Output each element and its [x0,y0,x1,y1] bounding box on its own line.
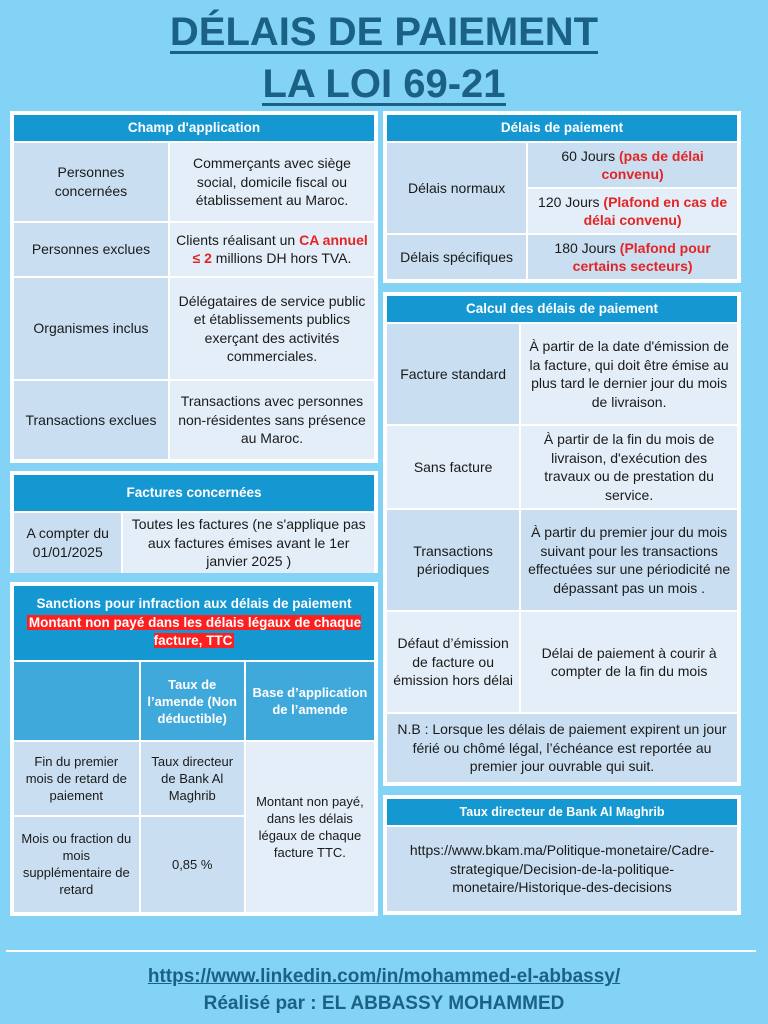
sanctions-header: Sanctions pour infraction aux délais de paiement Montant non payé dans les délais légaux de chaque facture, TTC [14,586,374,660]
champ-value: Délégataires de service public et établissements publics exerçant des activités commerciales. [170,278,374,380]
taux-directeur-table [383,795,741,915]
champ-label: Organismes inclus [14,278,168,380]
champ-application-table [10,111,378,463]
calcul-label: Transactions périodiques [387,510,519,610]
taux-url-link[interactable]: https://www.bkam.ma/Politique-monetaire/Cadre-strategique/Decision-de-la-politique-monetaire/Historique-des-decisions [387,827,737,911]
linkedin-link[interactable]: https://www.linkedin.com/in/mohammed-el-abbassy/ [147,966,621,987]
sanctions-corner [14,662,139,740]
sanction-row-label: Mois ou fraction du mois supplémentaire de retard [14,817,139,912]
champ-header: Champ d'application [14,115,374,141]
delais-specifiques-180: 180 Jours (Plafond pour certains secteurs) [528,235,737,279]
calcul-label: Sans facture [387,426,519,508]
calcul-value: À partir du premier jour du mois suivant pour les transactions effectuées sur une périodicité ne dépassant pas un mois . [521,510,737,610]
calcul-label: Facture standard [387,324,519,424]
sanctions-highlight: Montant non payé dans les délais légaux de chaque facture, TTC [28,614,362,649]
factures-label: A compter du 01/01/2025 [14,513,121,573]
col-taux-header: Taux de l’amende (Non déductible) [141,662,244,740]
factures-header: Factures concernées [14,475,374,511]
delais-normaux-120: 120 Jours (Plafond en cas de délai convenu) [528,189,737,233]
calcul-label: Défaut d’émission de facture ou émission hors délai [387,612,519,712]
page-title-line1: DÉLAIS DE PAIEMENT [169,10,599,54]
author-credit: Réalisé par : EL ABBASSY MOHAMMED [203,993,565,1014]
calcul-header: Calcul des délais de paiement [387,296,737,322]
calcul-value: À partir de la fin du mois de livraison, d'exécution des travaux ou de prestation du service. [521,426,737,508]
delais-header: Délais de paiement [387,115,737,141]
delais-normaux-label: Délais normaux [387,143,526,233]
col-base-header: Base d’application de l’amende [246,662,374,740]
calcul-delais-table [383,292,741,786]
sanction-base-value: Montant non payé, dans les délais légaux de chaque facture TTC. [246,742,374,912]
calcul-value: À partir de la date d'émission de la facture, qui doit être émise au plus tard le dernier jour du mois de livraison. [521,324,737,424]
sanction-row-taux: Taux directeur de Bank Al Maghrib [141,742,244,815]
footer-divider [6,950,756,952]
calcul-note: N.B : Lorsque les délais de paiement expirent un jour férié ou chômé légal, l’échéance est reportée au premier jour ouvrable qui suit. [387,714,737,782]
factures-concernees-table [10,471,378,573]
sanction-row-label: Fin du premier mois de retard de paiement [14,742,139,815]
champ-value: Transactions avec personnes non-résidentes sans présence au Maroc. [170,381,374,459]
calcul-value: Délai de paiement à courir à compter de la fin du mois [521,612,737,712]
champ-label: Personnes concernées [14,143,168,221]
delais-specifiques-label: Délais spécifiques [387,235,526,279]
page-title-line2: LA LOI 69-21 [262,62,506,106]
champ-label: Transactions exclues [14,381,168,459]
sanctions-table [10,582,378,916]
taux-header: Taux directeur de Bank Al Maghrib [387,799,737,825]
sanction-row-taux: 0,85 % [141,817,244,912]
delais-normaux-60: 60 Jours (pas de délai convenu) [528,143,737,187]
champ-label: Personnes exclues [14,223,168,276]
delais-paiement-table [383,111,741,283]
factures-value: Toutes les factures (ne s'applique pas aux factures émises avant le 1er janvier 2025 ) [123,513,374,573]
champ-value: Commerçants avec siège social, domicile fiscal ou établissement au Maroc. [170,143,374,221]
champ-value: Clients réalisant un CA annuel ≤ 2 millions DH hors TVA. [170,223,374,276]
